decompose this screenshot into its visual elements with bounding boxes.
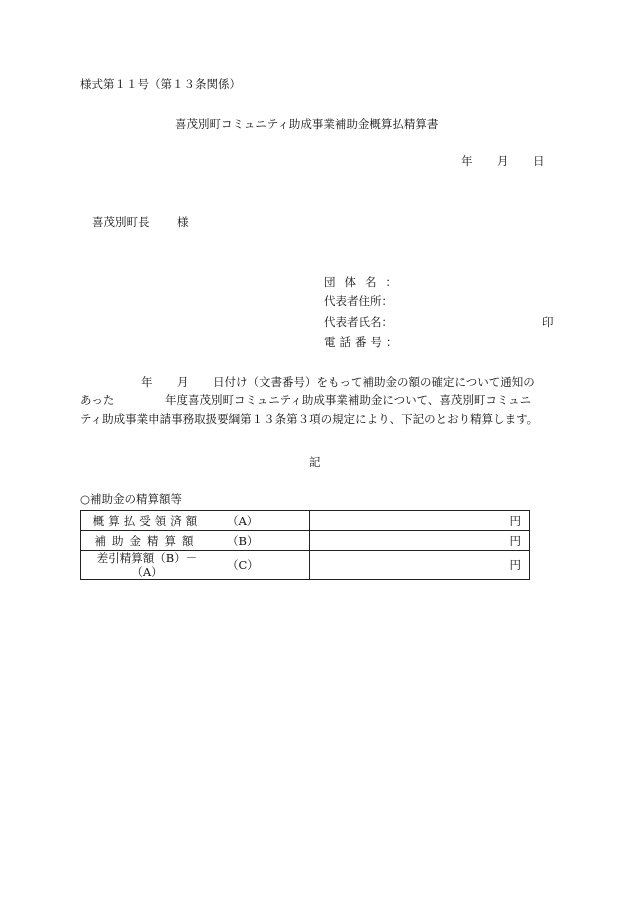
form-number: 様式第１１号（第１３条関係）	[80, 77, 241, 91]
table-row	[81, 531, 530, 551]
body-month: 月	[177, 375, 189, 389]
addressee-honorific: 様	[177, 215, 189, 229]
document-title: 喜茂別町コミュニティ助成事業補助金概算払精算書	[175, 117, 439, 131]
row-amount-unit: 円	[310, 551, 530, 580]
section-heading: ○補助金の精算額等	[80, 492, 183, 506]
rep-name-label: 代表者氏名：	[324, 315, 393, 329]
row-amount-unit: 円	[310, 531, 530, 551]
row-amount-unit: 円	[310, 511, 530, 531]
row-code: （B）	[213, 531, 310, 551]
record-heading: 記	[309, 455, 321, 469]
rep-address-label: 代表者住所：	[324, 294, 393, 308]
date-year: 年	[461, 154, 473, 168]
settlement-table	[80, 510, 530, 580]
seal-mark: 印	[542, 315, 554, 329]
org-name-label: 団体名：	[324, 275, 406, 289]
phone-label: 電話番号：	[324, 335, 402, 349]
body-line2-text: 年度喜茂別町コミュニティ助成事業補助金について、喜茂別町コミュニ	[165, 393, 532, 407]
row-label: 差引精算額（B）－（A）	[81, 551, 214, 580]
addressee-name: 喜茂別町長	[92, 215, 150, 229]
table-row	[81, 551, 530, 580]
body-year: 年	[141, 375, 153, 389]
date-day: 日	[533, 154, 545, 168]
body-line1-text: 日付け（文書番号）をもって補助金の額の確定について通知の	[213, 375, 535, 389]
row-code: （A）	[213, 511, 310, 531]
body-line3-text: ティ助成事業申請事務取扱要綱第１３条第３項の規定により、下記のとおり精算します。	[80, 412, 539, 426]
row-code: （C）	[213, 551, 310, 580]
row-label: 概算払受領済額	[81, 511, 214, 531]
table-row	[81, 511, 530, 531]
body-line2-start: あった	[80, 393, 115, 407]
row-label: 補助金精算額	[81, 531, 214, 551]
date-month: 月	[497, 154, 509, 168]
